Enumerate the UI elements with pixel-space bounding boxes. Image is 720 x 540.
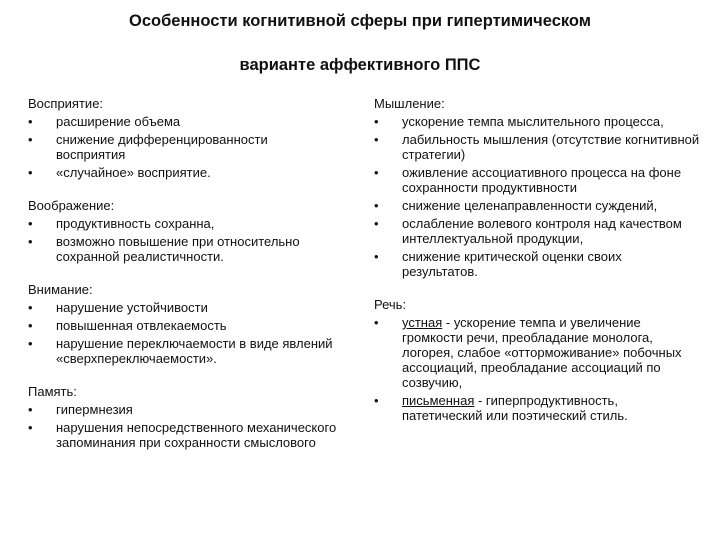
list-item — [28, 402, 340, 417]
slide-title-line-1: Особенности когнитивной сферы при гипертимическом — [129, 12, 591, 30]
section-memory — [28, 384, 340, 450]
bullet-icon: • — [374, 249, 379, 264]
bullet-icon: • — [374, 216, 379, 231]
list-item — [28, 132, 340, 162]
bullet-icon: • — [28, 165, 33, 180]
section-attention — [28, 282, 340, 366]
list-item-text: оживление ассоциативного процесса на фоне сохранности продуктивности — [402, 165, 682, 195]
list-item-text: снижение целенаправленности суждений, — [402, 198, 658, 213]
perception-list — [28, 114, 340, 180]
speech-list — [374, 315, 700, 423]
section-perception — [28, 96, 340, 180]
list-item — [374, 114, 700, 129]
bullet-icon: • — [374, 132, 379, 147]
speech-desc-written: - гиперпродуктивность, патетический или поэтический стиль. — [402, 393, 628, 423]
list-item — [374, 315, 700, 390]
bullet-icon: • — [28, 216, 33, 231]
list-item-text: гипермнезия — [56, 402, 133, 417]
list-item — [374, 216, 700, 246]
list-item-text: возможно повышение при относительно сохранной реалистичности. — [56, 234, 300, 264]
section-heading-attention: Внимание: — [28, 282, 93, 297]
list-item — [28, 300, 340, 315]
section-heading-speech: Речь: — [374, 297, 407, 312]
slide-title-line-2: варианте аффективного ППС — [239, 56, 481, 74]
bullet-icon: • — [374, 315, 379, 330]
list-item-text: продуктивность сохранна, — [56, 216, 215, 231]
bullet-icon: • — [28, 234, 33, 249]
speech-term-written: письменная — [402, 393, 475, 408]
list-item — [28, 165, 340, 180]
list-item-text: нарушения непосредственного механического запоминания при сохранности смыслового — [56, 420, 337, 450]
bullet-icon: • — [28, 318, 33, 333]
list-item-text: лабильность мышления (отсутствие когнитивной стратегии) — [402, 132, 700, 162]
bullet-icon: • — [374, 165, 379, 180]
list-item-text: снижение дифференцированности восприятия — [56, 132, 268, 162]
right-column — [374, 96, 700, 423]
bullet-icon: • — [374, 393, 379, 408]
attention-list — [28, 300, 340, 366]
bullet-icon: • — [28, 114, 33, 129]
section-speech — [374, 297, 700, 423]
bullet-icon: • — [374, 198, 379, 213]
list-item — [28, 420, 340, 450]
section-imagination — [28, 198, 340, 264]
speech-desc-oral: - ускорение темпа и увеличение громкости речи, преобладание монолога, логорея, слабое «отторможивание» побочных ассоциаций, преобладание ассоциаций по созвучию, — [402, 315, 682, 390]
imagination-list — [28, 216, 340, 264]
section-heading-thinking: Мышление: — [374, 96, 445, 111]
section-thinking — [374, 96, 700, 279]
list-item — [374, 132, 700, 162]
bullet-icon: • — [374, 114, 379, 129]
spacer — [28, 264, 340, 282]
section-heading-perception: Восприятие: — [28, 96, 104, 111]
list-item-text: «случайное» восприятие. — [56, 165, 211, 180]
list-item-text: нарушение устойчивости — [56, 300, 208, 315]
memory-list — [28, 402, 340, 450]
list-item-text — [402, 393, 700, 423]
left-column — [28, 96, 340, 450]
list-item-text: снижение критической оценки своих результатов. — [402, 249, 622, 279]
section-heading-imagination: Воображение: — [28, 198, 115, 213]
list-item-text: ослабление волевого контроля над качеством интеллектуальной продукции, — [402, 216, 682, 246]
list-item-text: ускорение темпа мыслительного процесса, — [402, 114, 664, 129]
bullet-icon: • — [28, 420, 33, 435]
list-item — [28, 216, 340, 231]
bullet-icon: • — [28, 300, 33, 315]
bullet-icon: • — [28, 132, 33, 147]
list-item-text — [402, 315, 700, 390]
list-item — [28, 318, 340, 333]
list-item — [374, 198, 700, 213]
spacer — [28, 366, 340, 384]
list-item — [28, 336, 340, 366]
speech-term-oral: устная — [402, 315, 443, 330]
spacer — [374, 279, 700, 297]
list-item — [28, 114, 340, 129]
list-item-text: повышенная отвлекаемость — [56, 318, 227, 333]
bullet-icon: • — [28, 336, 33, 351]
thinking-list — [374, 114, 700, 279]
spacer — [28, 180, 340, 198]
list-item-text: нарушение переключаемости в виде явлений «сверхпереключаемости». — [56, 336, 333, 366]
list-item-text: расширение объема — [56, 114, 181, 129]
bullet-icon: • — [28, 402, 33, 417]
list-item — [28, 234, 340, 264]
section-heading-memory: Память: — [28, 384, 77, 399]
list-item — [374, 393, 700, 423]
list-item — [374, 249, 700, 279]
list-item — [374, 165, 700, 195]
